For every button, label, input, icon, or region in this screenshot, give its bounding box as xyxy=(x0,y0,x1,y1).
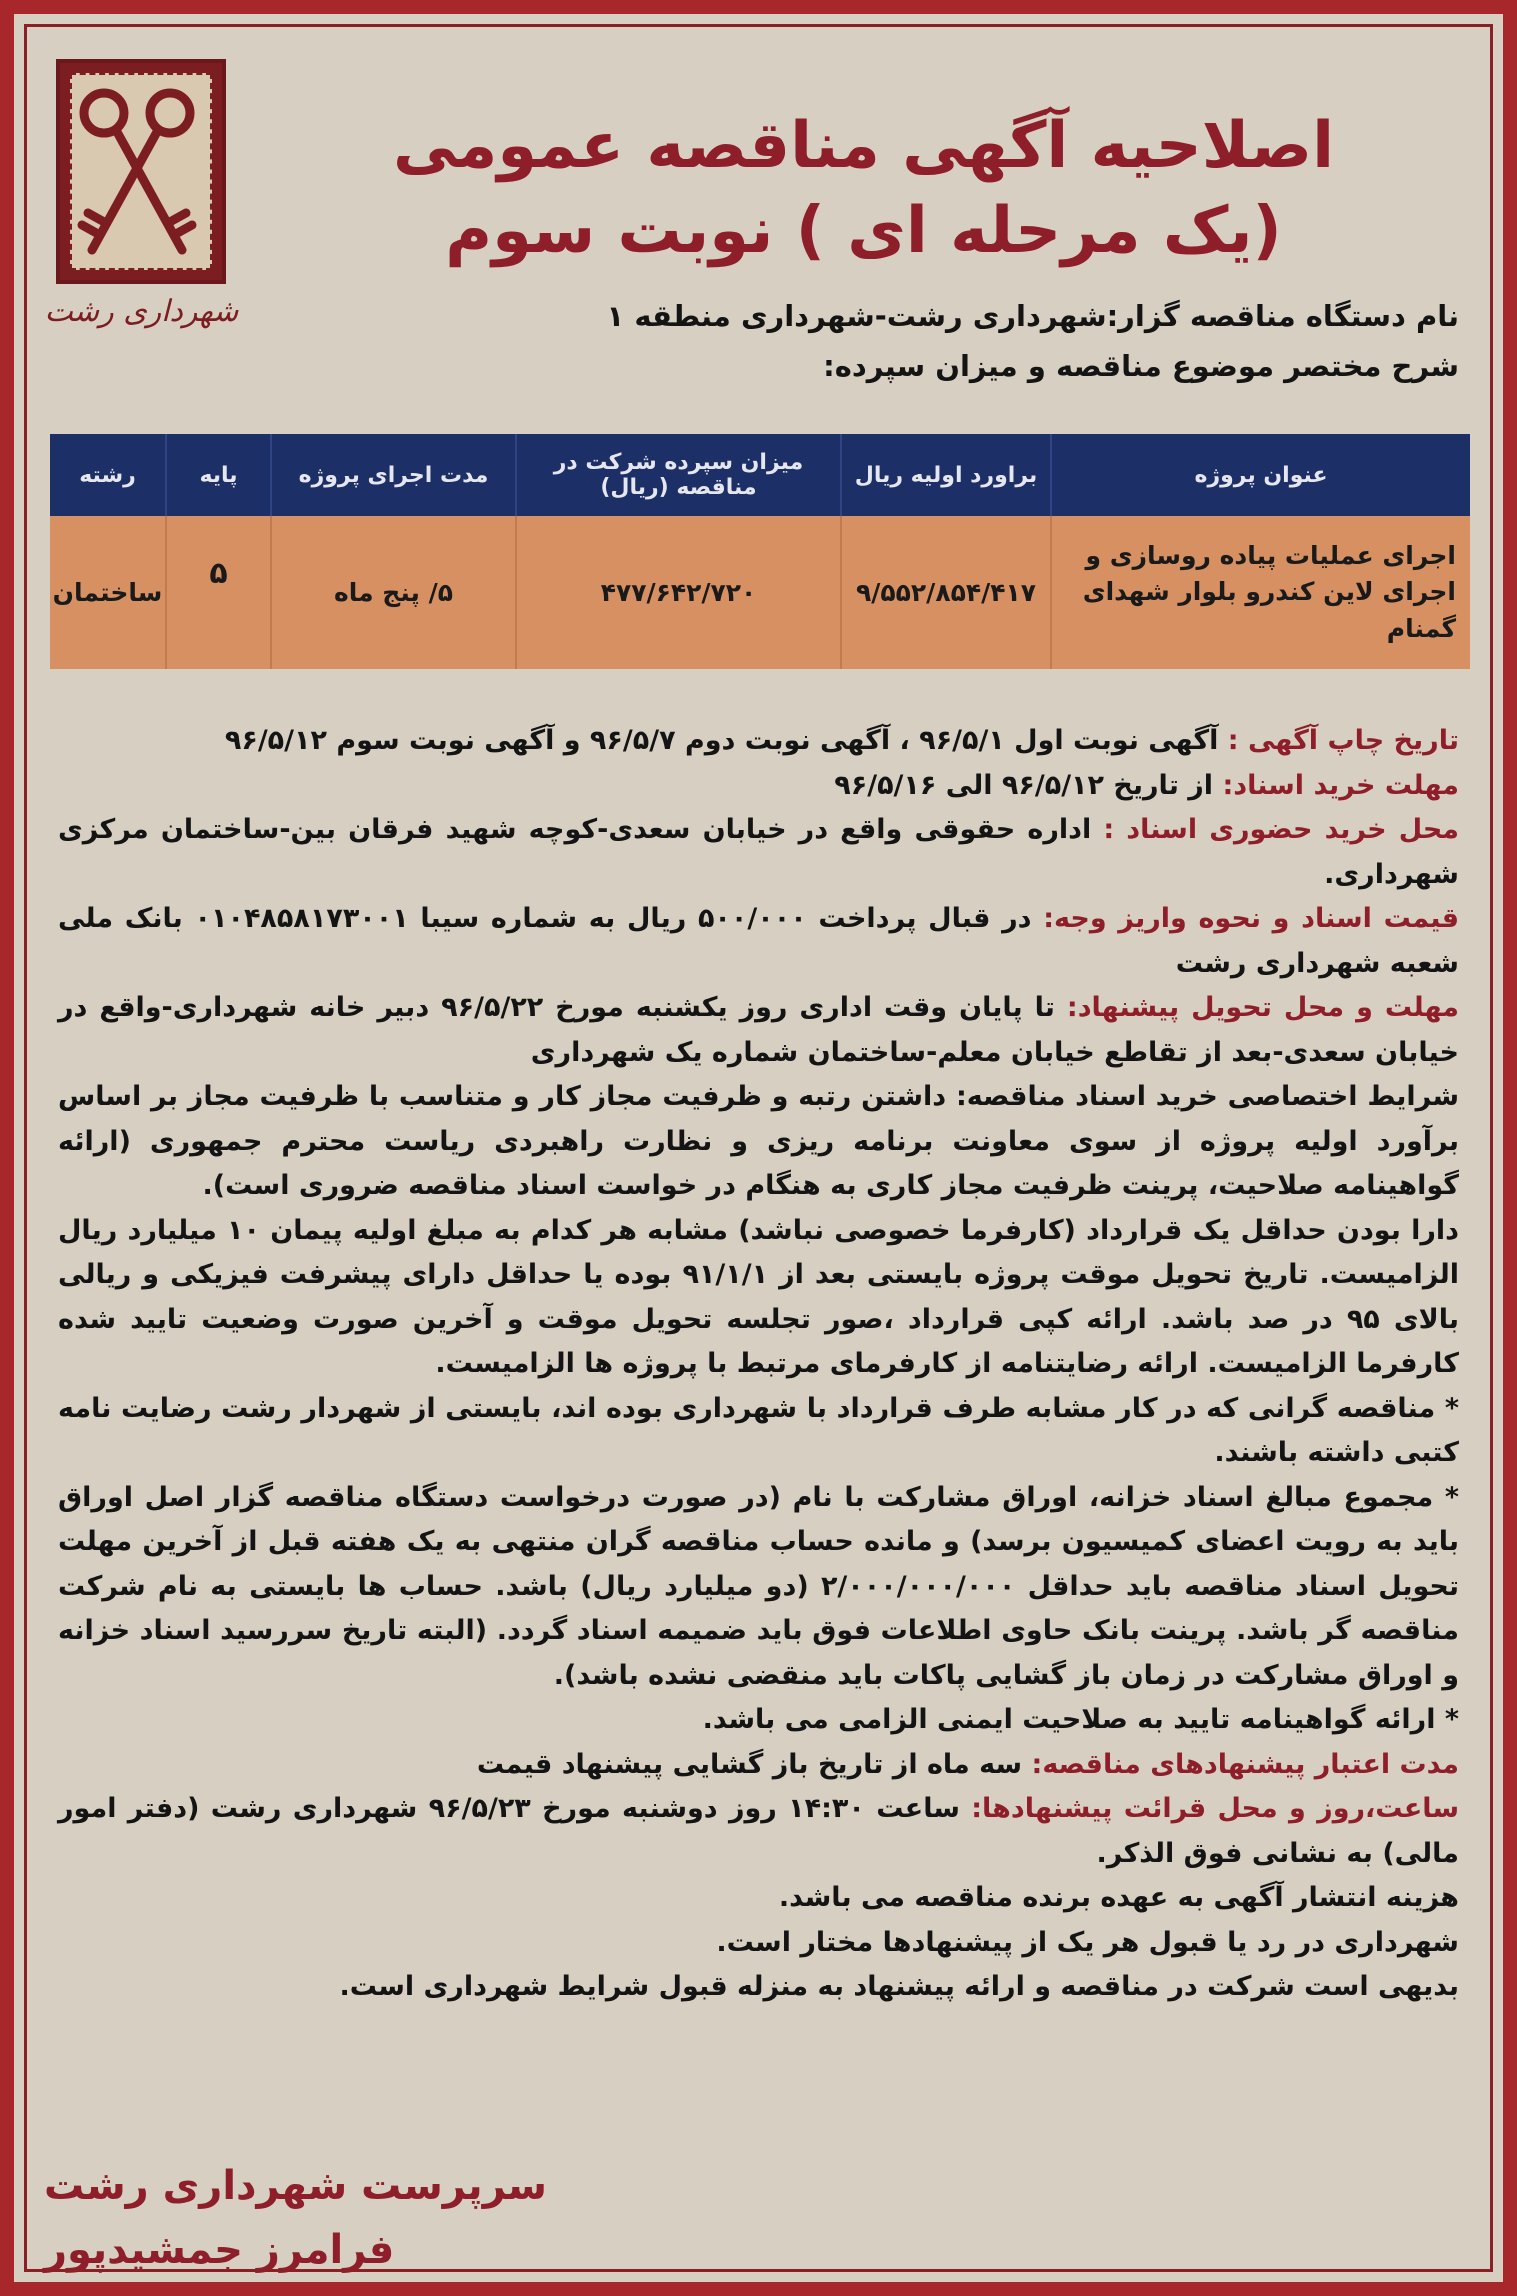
rasht-municipality-logo xyxy=(44,59,239,349)
print-date-paragraph xyxy=(58,719,1459,764)
acceptance-paragraph: بدیهی است شرکت در مناقصه و ارائه پیشنهاد به منزله قبول شرایط شهرداری است. xyxy=(339,1971,1459,2002)
signatory-title: سرپرست شهرداری رشت xyxy=(44,2163,547,2209)
safety-certificate-paragraph: * ارائه گواهینامه تایید به صلاحیت ایمنی الزامی می باشد. xyxy=(702,1704,1459,1735)
cell-grade: ۵ xyxy=(165,516,270,669)
organizer-line: نام دستگاه مناقصه گزار:شهرداری رشت-شهرداری منطقه ۱ xyxy=(606,299,1459,333)
purchase-deadline-text: از تاریخ ۹۶/۵/۱۲ الی ۹۶/۵/۱۶ xyxy=(834,769,1214,801)
table-row xyxy=(50,516,1470,669)
cell-duration: ۵/ پنج ماه xyxy=(270,516,515,669)
header-grade: پایه xyxy=(165,434,270,516)
header-field: رشته xyxy=(79,462,136,488)
contract-requirements-paragraph: دارا بودن حداقل یک قرارداد (کارفرما خصوصی نباشد) مشابه هر کدام به مبلغ اولیه پیمان ۱۰ میلیارد ریال الزامیست. تاریخ تحویل موقت پروژه بایستی بعد از ۹۱/۱/۱ بوده یا حداقل دارای پیشرفت فیزیکی و ریالی بالای ۹۵ در صد باشد. ارائه کپی قرارداد ،صور تجلسه تحویل موقت و آخرین صورت وضعیت تایید شده کارفرما الزامیست. ارائه رضایتنامه از کارفرمای مرتبط با پروژه ها الزامیست. xyxy=(58,1214,1460,1379)
cost-paragraph: هزینه انتشار آگهی به عهده برنده مناقصه می باشد. xyxy=(778,1882,1459,1913)
validity-paragraph xyxy=(58,1743,1459,1788)
cell-deposit: ۴۷۷/۶۴۲/۷۲۰ xyxy=(515,516,840,669)
submission-label: مهلت و محل تحویل پیشنهاد: xyxy=(1066,992,1460,1023)
special-conditions-paragraph: شرایط اختصاصی خرید اسناد مناقصه: داشتن رتبه و ظرفیت مجاز کار و متناسب با ظرفیت مجاز بر اساس برآورد اولیه پروژه از سوی معاونت برنامه ریزی و نظارت راهبردی ریاست محترم جمهوری (ارائه گواهینامه صلاحیت، پرینت ظرفیت مجاز کاری به هنگام در خواست اسناد مناقصه ضروری است). xyxy=(58,1081,1459,1201)
opening-label: ساعت،روز و محل قرائت پیشنهادها: xyxy=(971,1793,1459,1824)
cell-estimate: ۹/۵۵۲/۸۵۴/۴۱۷ xyxy=(840,516,1050,669)
table-header-row xyxy=(50,434,1470,516)
prior-contractors-paragraph: * مناقصه گرانی که در کار مشابه طرف قرارداد با شهرداری بوده اند، بایستی از شهردار رشت رضایت نامه کتبی داشته باشند. xyxy=(58,1392,1459,1468)
submission-paragraph xyxy=(58,986,1459,1075)
reject-paragraph: شهرداری در رد یا قبول هر یک از پیشنهادها مختار است. xyxy=(716,1926,1459,1958)
tender-table xyxy=(50,434,1470,669)
subject-line: شرح مختصر موضوع مناقصه و میزان سپرده: xyxy=(823,349,1459,383)
logo-caption: شهرداری رشت xyxy=(44,294,239,329)
validity-text: سه ماه از تاریخ باز گشایی پیشنهاد قیمت xyxy=(476,1748,1023,1780)
price-paragraph xyxy=(58,897,1459,986)
header-duration: مدت اجرای پروژه xyxy=(270,434,515,516)
tender-notice xyxy=(14,14,1503,2282)
validity-label: مدت اعتبار پیشنهادهای مناقصه: xyxy=(1031,1748,1459,1780)
notice-title: اصلاحیه آگهی مناقصه عمومی xyxy=(392,109,1335,183)
purchase-place-paragraph xyxy=(58,808,1459,897)
purchase-deadline-paragraph xyxy=(58,764,1459,809)
print-date-label: تاریخ چاپ آگهی : xyxy=(1227,725,1459,756)
financial-requirements-paragraph: * مجموع مبالغ اسناد خزانه، اوراق مشارکت با نام (در صورت درخواست دستگاه مناقصه گزار اصل اوراق باید به رویت اعضای کمیسیون برسد) و مانده حساب مناقصه گران منتهی به یک هفته قبل از آخرین مهلت تحویل اسناد مناقصه باید حداقل ۲/۰۰۰/۰۰۰/۰۰۰ (دو میلیارد ریال) باشد. حساب ها بایستی به نام شرکت مناقصه گر باشد. پرینت بانک حاوی اطلاعات فوق باید ضمیمه اسناد گردد. (البته تاریخ سررسید اسناد خزانه و اوراق مشارکت در زمان باز گشایی پاکات باید منقضی نشده باشد). xyxy=(58,1481,1460,1691)
signatory-name: فرامرز جمشیدپور xyxy=(44,2227,395,2273)
price-label: قیمت اسناد و نحوه واریز وجه: xyxy=(1043,903,1459,934)
opening-paragraph xyxy=(58,1787,1459,1876)
purchase-place-label: محل خرید حضوری اسناد : xyxy=(1103,814,1459,845)
notice-subtitle: (یک مرحله ای ) نوبت سوم xyxy=(445,194,1282,268)
signature-block xyxy=(44,2154,547,2282)
purchase-place-text: اداره حقوقی واقع در خیابان سعدی-کوچه شهید فرقان بین-ساختمان مرکزی شهرداری. xyxy=(58,814,1459,890)
opening-text: ساعت ۱۴:۳۰ روز دوشنبه مورخ ۹۶/۵/۲۳ شهرداری رشت (دفتر امور مالی) به نشانی فوق الذکر. xyxy=(58,1793,1459,1869)
header-estimate: براورد اولیه ریال xyxy=(840,434,1050,516)
notice-body xyxy=(58,719,1459,2010)
cell-project-title: اجرای عملیات پیاده روسازی و اجرای لاین کندرو بلوار شهدای گمنام xyxy=(1050,516,1470,669)
cell-field: ساختمان xyxy=(52,578,163,607)
header-project-title: عنوان پروژه xyxy=(1050,434,1470,516)
crossed-keys-icon xyxy=(64,75,210,276)
price-text: در قبال پرداخت ۵۰۰/۰۰۰ ریال به شماره سیبا ۰۱۰۴۸۵۸۱۷۳۰۰۱ بانک ملی شعبه شهرداری رشت xyxy=(58,903,1459,979)
logo-emblem xyxy=(56,59,226,284)
purchase-deadline-label: مهلت خرید اسناد: xyxy=(1222,769,1459,801)
header-deposit: میزان سپرده شرکت در مناقصه (ریال) xyxy=(515,434,840,516)
submission-text: تا پایان وقت اداری روز یکشنبه مورخ ۹۶/۵/۲۲ دبیر خانه شهرداری-واقع در خیابان سعدی-بعد از تقاطع خیابان معلم-ساختمان شماره یک شهرداری xyxy=(58,992,1459,1068)
print-date-text: آگهی نوبت اول ۹۶/۵/۱ ، آگهی نوبت دوم ۹۶/۵/۷ و آگهی نوبت سوم ۹۶/۵/۱۲ xyxy=(224,725,1219,756)
